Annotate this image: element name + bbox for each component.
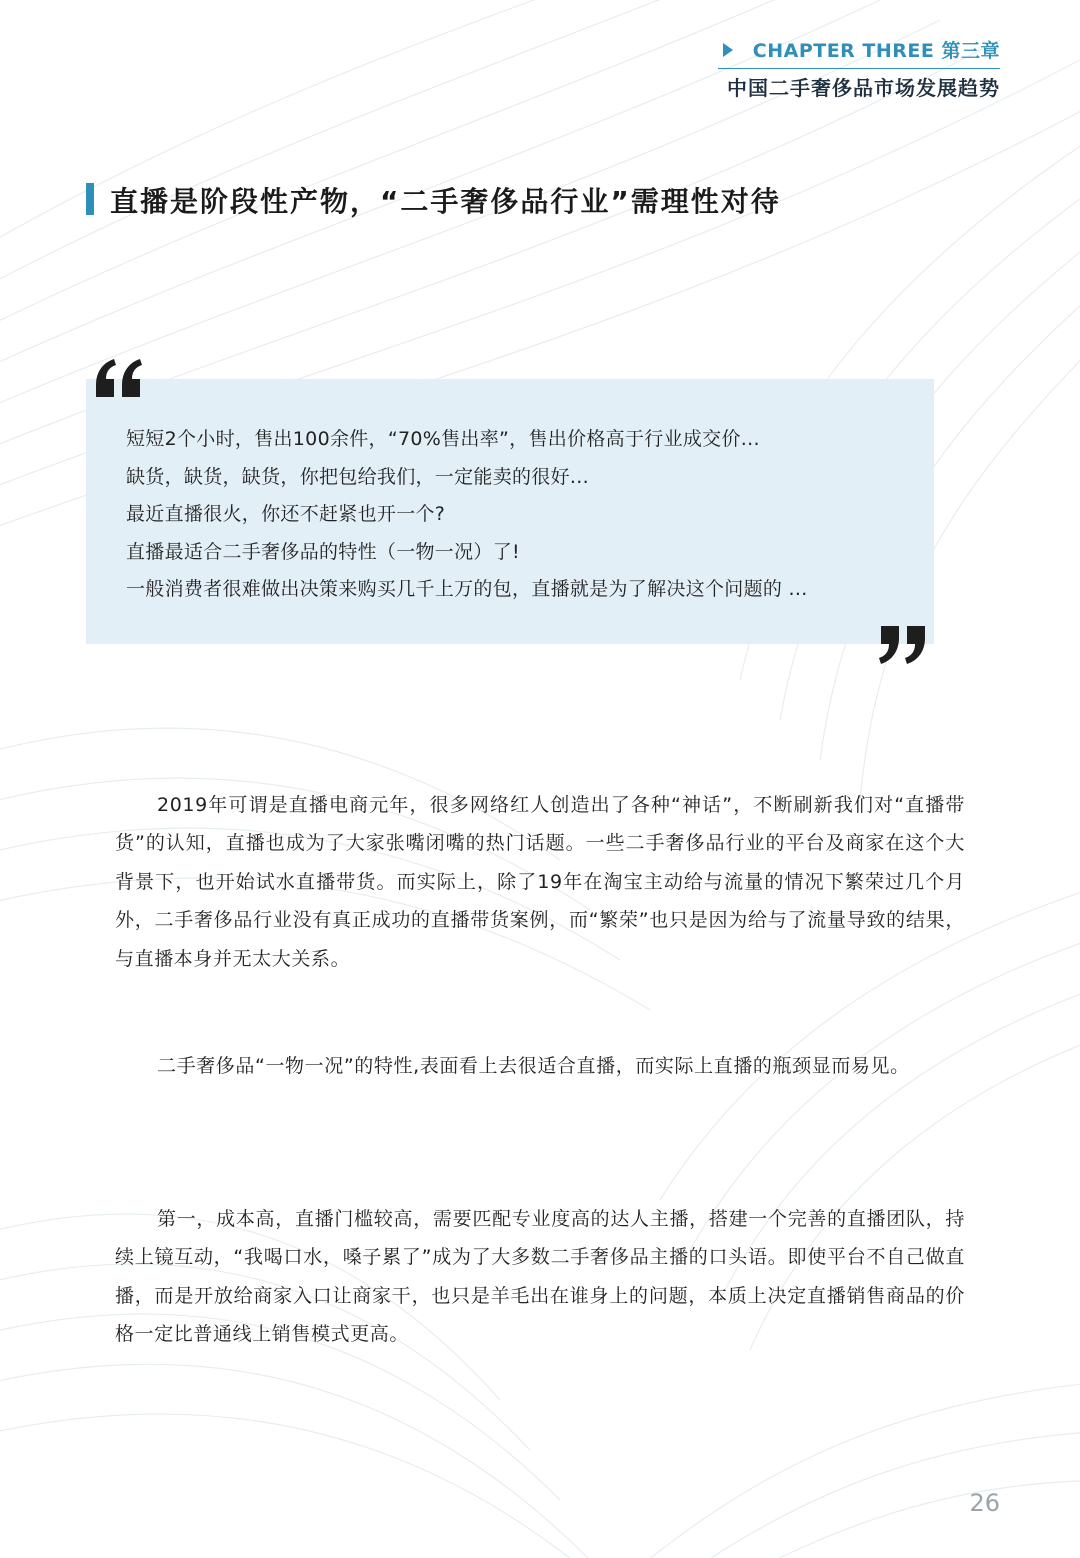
quote-line: 缺货，缺货，缺货，你把包给我们，一定能卖的很好... <box>126 465 589 488</box>
quote-line: 短短2个小时，售出100余件，“70%售出率”，售出价格高于行业成交价... <box>126 428 760 450</box>
section-title-marker <box>86 183 94 215</box>
body-paragraph: 第一，成本高，直播门槛较高，需要匹配专业度高的达人主播，搭建一个完善的直播团队，持续上镜互动，“我喝口水，嗓子累了”成为了大多数二手奢侈品主播的口头语。即使平台不自己做直播，而是开放给商家入口让商家干，也只是羊毛出在谁身上的问题，本质上决定直播销售商品的价格一定比普通线上销售模式更高。 <box>115 1208 965 1346</box>
quote-text <box>126 421 916 609</box>
triangle-right-icon <box>723 43 733 57</box>
chapter-subtitle: 中国二手奢侈品市场发展趋势 <box>727 76 1000 100</box>
page-number: 26 <box>969 1489 1000 1517</box>
body-paragraph: 2019年可谓是直播电商元年，很多网络红人创造出了各种“神话”，不断刷新我们对“直播带货”的认知，直播也成为了大家张嘴闭嘴的热门话题。一些二手奢侈品行业的平台及商家在这个大背景下，也开始试水直播带货。而实际上，除了19年在淘宝主动给与流量的情况下繁荣过几个月外，二手奢侈品行业没有真正成功的直播带货案例，而“繁荣”也只是因为给与了流量导致的结果，与直播本身并无太大关系。 <box>115 794 965 970</box>
header-divider <box>718 68 1000 69</box>
body-paragraph: 二手奢侈品“一物一况”的特性,表面看上去很适合直播，而实际上直播的瓶颈显而易见。 <box>157 1055 910 1077</box>
open-quote-icon <box>94 357 142 399</box>
section-title: 直播是阶段性产物，“二手奢侈品行业”需理性对待 <box>110 185 781 218</box>
quote-line: 一般消费者很难做出决策来购买几千上万的包，直播就是为了解决这个问题的 ... <box>126 578 808 601</box>
quote-line: 直播最适合二手奢侈品的特性（一物一况）了! <box>126 540 520 563</box>
quote-line: 最近直播很火，你还不赶紧也开一个? <box>126 503 446 526</box>
close-quote-icon <box>879 624 927 666</box>
chapter-label: CHAPTER THREE 第三章 <box>752 40 1000 62</box>
chapter-header <box>723 36 1000 63</box>
